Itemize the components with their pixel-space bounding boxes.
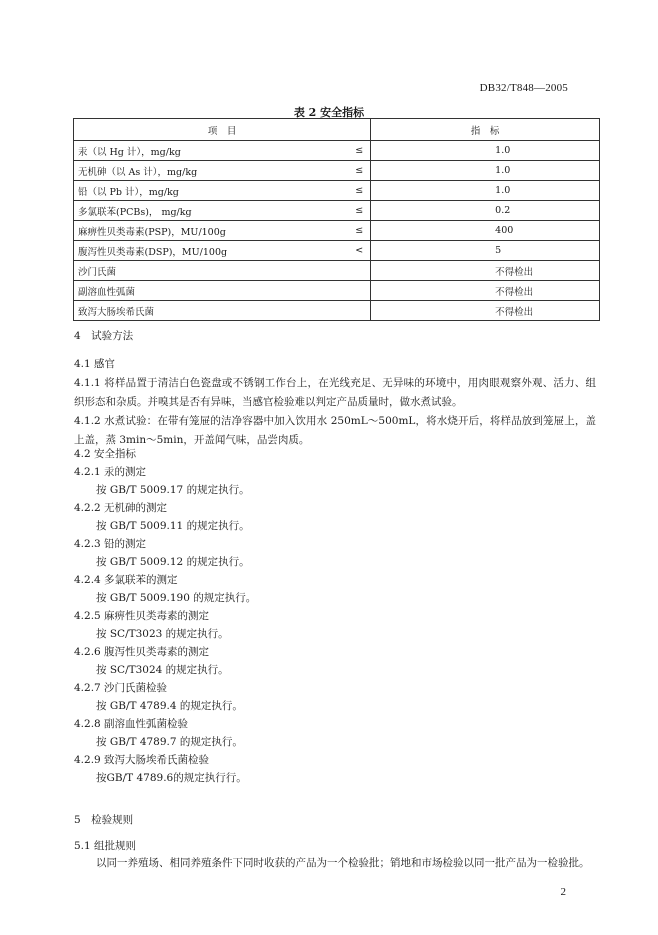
table-row <box>74 301 600 321</box>
row-operator: ≤ <box>348 141 371 161</box>
row-operator: ≤ <box>348 201 371 221</box>
section-4-1-1-text: 4.1.1 将样品置于清洁白色瓷盘或不锈钢工作台上，在光线充足、无异味的环境中，用肉眼观察外观、活力、组织形态和杂质。并嗅其是否有异味，当感官检验难以判定产品质量时，做水煮试验。 <box>74 377 596 408</box>
header-index: 指 标 <box>371 119 600 141</box>
subsection-text: 按 GB/T 5009.12 的规定执行。 <box>96 556 250 568</box>
header-item: 项 目 <box>74 119 371 141</box>
row-operator <box>348 261 371 281</box>
subsection-text: 按GB/T 4789.6的规定执行行。 <box>96 772 247 784</box>
row-operator: ≤ <box>348 161 371 181</box>
row-value: 0.2 <box>371 201 600 221</box>
row-value: 不得检出 <box>371 281 600 301</box>
section-4-1-2-text: 4.1.2 水煮试验：在带有笼屉的洁净容器中加入饮用水 250mL～500mL，将水烧开后，将样品放到笼屉上，盖上盖，蒸 3min～5min，开盖闻气味，品尝肉质。 <box>74 415 596 446</box>
row-operator <box>348 301 371 321</box>
subsection-title: 4.2.6 腹泻性贝类毒素的测定 <box>74 646 210 658</box>
row-item: 多氯联苯(PCBs)， mg/kg <box>74 201 349 221</box>
row-item: 致泻大肠埃希氏菌 <box>74 301 349 321</box>
row-item: 铅（以 Pb 计），mg/kg <box>74 181 349 201</box>
row-item: 副溶血性弧菌 <box>74 281 349 301</box>
row-operator <box>348 281 371 301</box>
row-operator: ≤ <box>348 181 371 201</box>
subsection-text: 按 GB/T 5009.17 的规定执行。 <box>96 484 250 496</box>
subsection-text: 按 GB/T 5009.11 的规定执行。 <box>96 520 250 532</box>
subsection-text: 按 SC/T3024 的规定执行。 <box>96 664 229 676</box>
row-item: 汞（以 Hg 计），mg/kg <box>74 141 349 161</box>
row-operator: < <box>348 241 371 261</box>
section-5-title: 5 检验规则 <box>74 814 134 826</box>
row-value: 5 <box>371 241 600 261</box>
row-value: 1.0 <box>371 141 600 161</box>
row-item: 腹泻性贝类毒素(DSP)，MU/100g <box>74 241 349 261</box>
table-row <box>74 261 600 281</box>
subsection-title: 4.2.1 汞的测定 <box>74 466 147 478</box>
section-4-title: 4 试验方法 <box>74 330 134 342</box>
subsection-text: 按 GB/T 4789.4 的规定执行。 <box>96 700 243 712</box>
table-caption: 表 2 安全指标 <box>293 106 365 119</box>
subsection-text: 按 GB/T 5009.190 的规定执行。 <box>96 592 257 604</box>
table-row <box>74 281 600 301</box>
row-operator: ≤ <box>348 221 371 241</box>
row-item: 无机砷（以 As 计），mg/kg <box>74 161 349 181</box>
section-5-1-text: 以同一养殖场、相同养殖条件下同时收获的产品为一个检验批；销地和市场检验以同一批产品为一检验批。 <box>96 857 590 869</box>
table-header-row <box>74 119 600 141</box>
table-row <box>74 221 600 241</box>
row-value: 400 <box>371 221 600 241</box>
row-value: 1.0 <box>371 181 600 201</box>
subsection-title: 4.2.2 无机砷的测定 <box>74 502 168 514</box>
table-row <box>74 161 600 181</box>
standard-code: DB32/T848—2005 <box>479 82 568 94</box>
table-row <box>74 141 600 161</box>
table-row <box>74 181 600 201</box>
subsection-title: 4.2.3 铅的测定 <box>74 538 147 550</box>
safety-index-table <box>73 118 600 321</box>
section-4-1-title: 4.1 感官 <box>74 358 116 370</box>
page-number: 2 <box>560 886 566 898</box>
subsection-title: 4.2.7 沙门氏菌检验 <box>74 682 168 694</box>
row-value: 不得检出 <box>371 301 600 321</box>
row-item: 麻痹性贝类毒素(PSP)，MU/100g <box>74 221 349 241</box>
row-value: 不得检出 <box>371 261 600 281</box>
subsection-title: 4.2.5 麻痹性贝类毒素的测定 <box>74 610 210 622</box>
section-5-1-title: 5.1 组批规则 <box>74 840 137 852</box>
subsection-title: 4.2.8 副溶血性弧菌检验 <box>74 718 189 730</box>
subsection-text: 按 GB/T 4789.7 的规定执行。 <box>96 736 243 748</box>
subsection-title: 4.2.4 多氯联苯的测定 <box>74 574 178 586</box>
table-row <box>74 201 600 221</box>
table-row <box>74 241 600 261</box>
subsection-title: 4.2.9 致泻大肠埃希氏菌检验 <box>74 754 210 766</box>
row-item: 沙门氏菌 <box>74 261 349 281</box>
subsection-text: 按 SC/T3023 的规定执行。 <box>96 628 229 640</box>
section-4-2-title: 4.2 安全指标 <box>74 448 137 460</box>
row-value: 1.0 <box>371 161 600 181</box>
